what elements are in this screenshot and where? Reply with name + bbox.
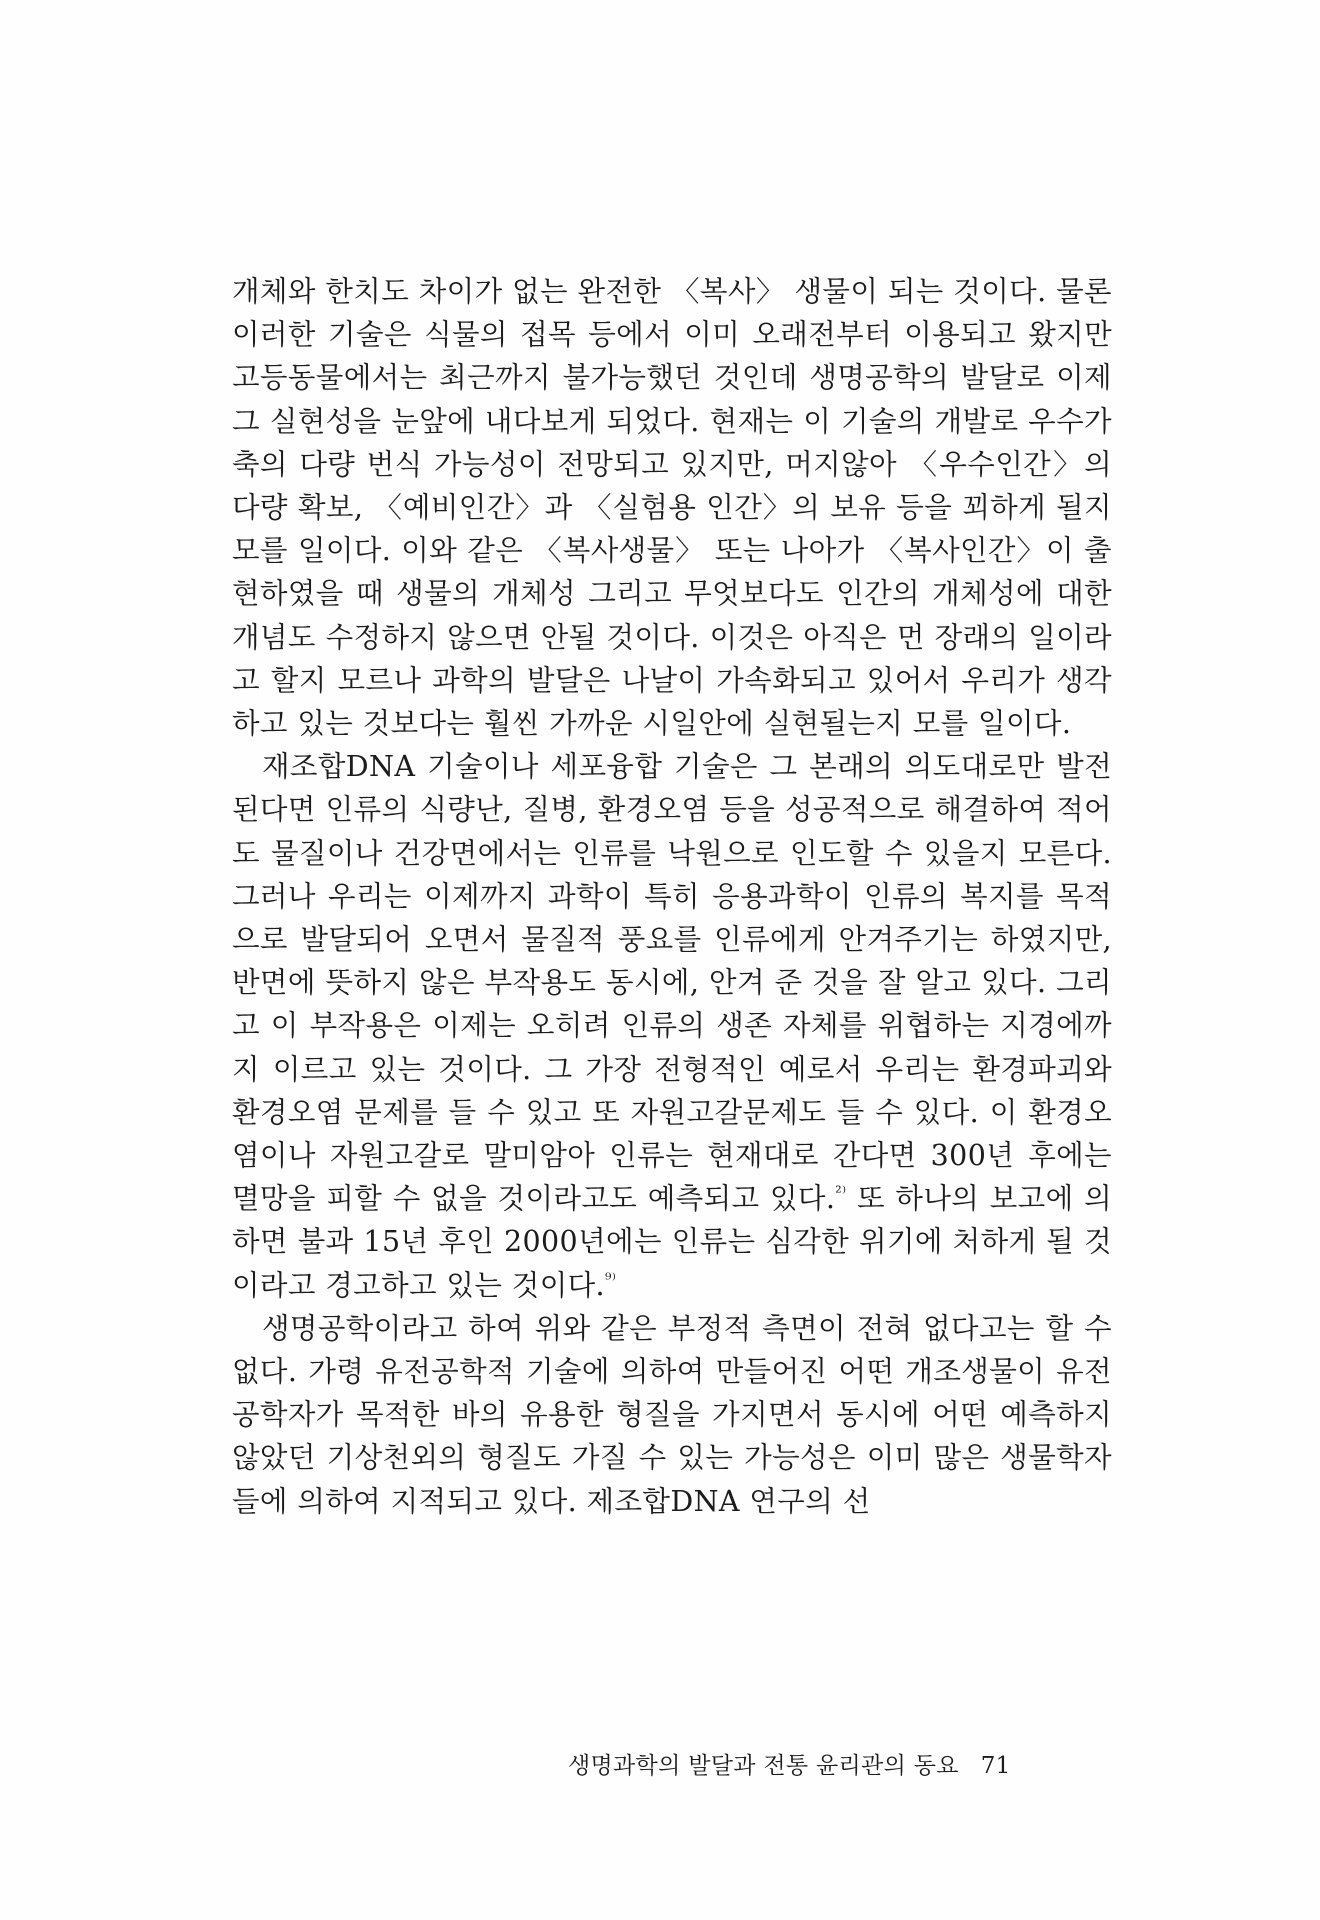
footnote-marker: ⁹⁾ xyxy=(605,1269,617,1289)
footnote-marker: ²⁾ xyxy=(835,1182,847,1202)
paragraph-3 xyxy=(232,1307,1112,1523)
page-footer xyxy=(568,1751,1118,1781)
page-number: 71 xyxy=(980,1753,1011,1779)
paragraph-2 xyxy=(232,745,1112,1307)
paragraph-3-text: 생명공학이라고 하여 위와 같은 부정적 측면이 전혀 없다고는 할 수 없다. 가령 유전공학적 기술에 의하여 만들어진 어떤 개조생물이 유전공학자가 목적한 바의 유용한 형질을 가지면서 동시에 어떤 예측하지 않았던 기상천외의 형질도 가질 수 있는 가능성은 이미 많은 생물학자들에 의하여 지적되고 있다. 제조합DNA 연구의 선 xyxy=(232,1311,1112,1518)
paragraph-2-text-a: 재조합DNA 기술이나 세포융합 기술은 그 본래의 의도대로만 발전된다면 인류의 식량난, 질병, 환경오염 등을 성공적으로 해결하여 적어도 물질이나 건강면에서는 인류를 낙원으로 인도할 수 있을지 모른다. 그러나 우리는 이제까지 과학이 특히 응용과학이 인류의 복지를 목적으로 발달되어 오면서 물질적 풍요를 인류에게 안겨주기는 하였지만, 반면에 뜻하지 않은 부작용도 동시에, 안겨 준 것을 잘 알고 있다. 그리고 이 부작용은 이제는 오히려 인류의 생존 자체를 위협하는 지경에까지 이르고 있는 것이다. 그 가장 전형적인 예로서 우리는 환경파괴와 환경오염 문제를 들 수 있고 또 자원고갈문제도 들 수 있다. 이 환경오염이나 자원고갈로 말미암아 인류는 현재대로 간다면 300년 후에는 멸망을 피할 수 없을 것이라고도 예측되고 있다. xyxy=(232,750,1112,1216)
body-text xyxy=(232,270,1112,1523)
running-title: 생명과학의 발달과 전통 윤리관의 동요 xyxy=(568,1753,959,1779)
paragraph-1-text: 개체와 한치도 차이가 없는 완전한 〈복사〉 생물이 되는 것이다. 물론 이러한 기술은 식물의 접목 등에서 이미 오래전부터 이용되고 왔지만 고등동물에서는 최근까지 불가능했던 것인데 생명공학의 발달로 이제 그 실현성을 눈앞에 내다보게 되었다. 현재는 이 기술의 개발로 우수가축의 다량 번식 가능성이 전망되고 있지만, 머지않아 〈우수인간〉의 다량 확보, 〈예비인간〉과 〈실험용 인간〉의 보유 등을 꾀하게 될지 모를 일이다. 이와 같은 〈복사생물〉 또는 나아가 〈복사인간〉이 출현하였을 때 생물의 개체성 그리고 무엇보다도 인간의 개체성에 대한 개념도 수정하지 않으면 안될 것이다. 이것은 아직은 먼 장래의 일이라고 할지 모르나 과학의 발달은 나날이 가속화되고 있어서 우리가 생각하고 있는 것보다는 훨씬 가까운 시일안에 실현될는지 모를 일이다. xyxy=(232,275,1112,741)
paragraph-1 xyxy=(232,270,1112,745)
paragraph-2-text-b: 또 하나의 보고에 의하면 불과 15년 후인 2000년에는 인류는 심각한 위기에 처하게 될 것이라고 경고하고 있는 것이다. xyxy=(232,1182,1112,1302)
